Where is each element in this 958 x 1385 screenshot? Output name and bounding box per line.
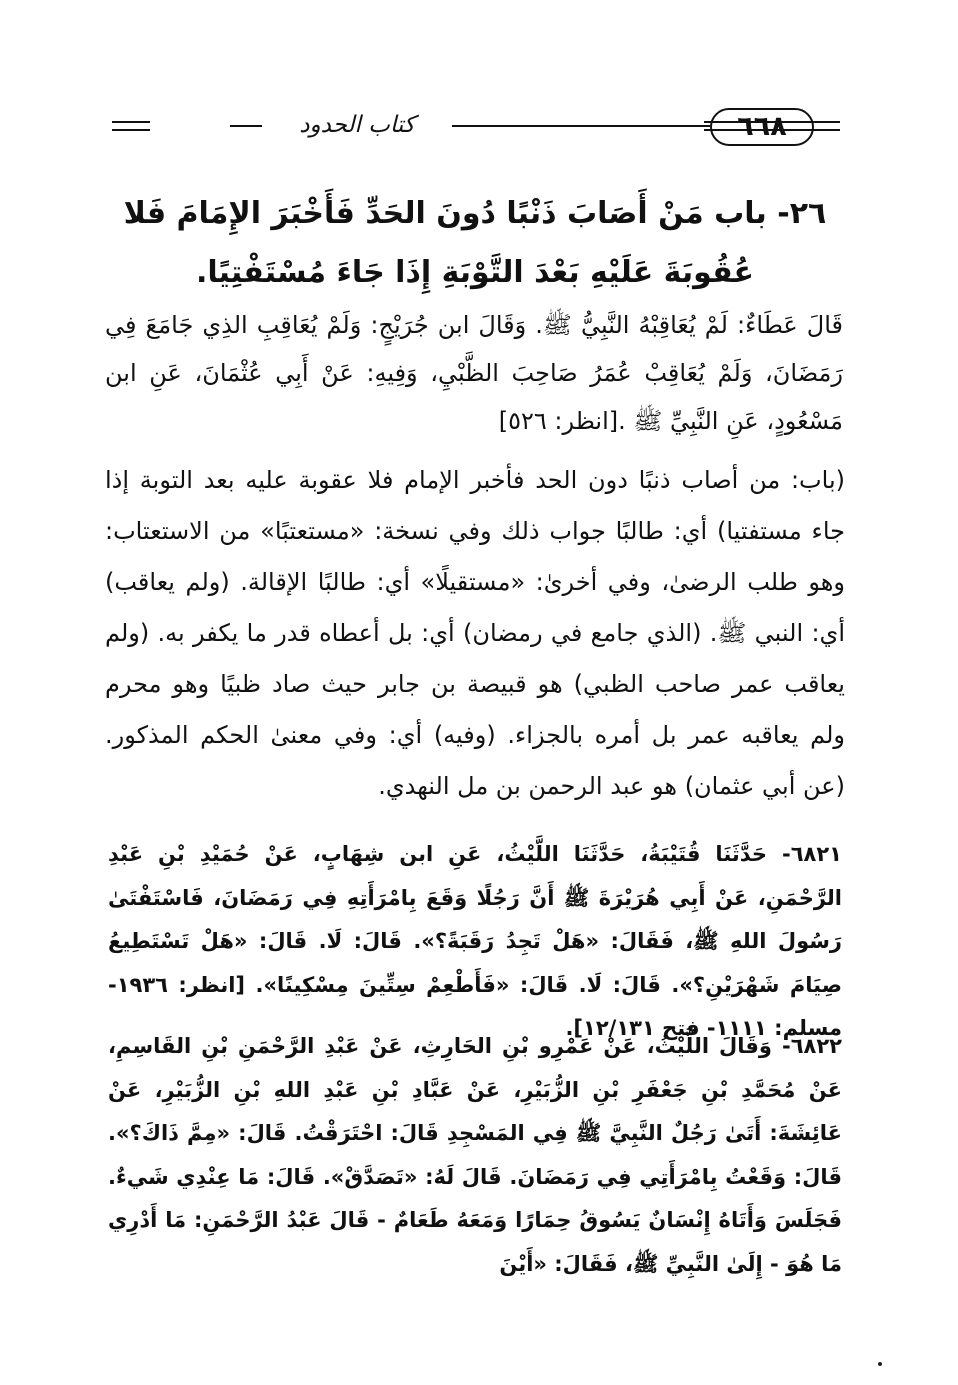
- hadith-6822: ٦٨٢٢- وَقَالَ اللَّيْثُ، عَنْ عَمْرِو بْنِ الحَارِثِ، عَنْ عَبْدِ الرَّحْمَنِ بْنِ القَاسِمِ، عَنْ مُحَمَّدِ بْنِ جَعْفَرِ بْنِ الزُّبَيْرِ، عَنْ عَبَّادِ بْنِ عَبْدِ اللهِ بْنِ الزُّبَيْرِ، عَنْ عَائِشَةَ: أَتَىٰ رَجُلٌ النَّبِيَّ ﷺ فِي المَسْجِدِ قَالَ: احْتَرَقْتُ. قَالَ: «مِمَّ ذَاكَ؟». قَالَ: وَقَعْتُ بِامْرَأَتِي فِي رَمَضَانَ. قَالَ لَهُ: «تَصَدَّقْ». قَالَ: مَا عِنْدِي شَيءٌ. فَجَلَسَ وَأَتَاهُ إِنْسَانٌ يَسُوقُ حِمَارًا وَمَعَهُ طَعَامٌ - قَالَ عَبْدُ الرَّحْمَنِ: مَا أَدْرِي مَا هُوَ - إِلَىٰ النَّبِيِّ ﷺ، فَقَالَ: «أَيْنَ: [108, 1034, 842, 1276]
- hadith-6821: ٦٨٢١- حَدَّثَنَا قُتَيْبَةُ، حَدَّثَنَا اللَّيْثُ، عَنِ ابن شِهَابٍ، عَنْ حُمَيْدِ بْنِ عَبْدِ الرَّحْمَنِ، عَنْ أَبِي هُرَيْرَةَ ﷺ أَنَّ رَجُلًا وَقَعَ بِامْرَأَتِهِ فِي رَمَضَانَ، فَاسْتَفْتَىٰ رَسُولَ اللهِ ﷺ، فَقَالَ: «هَلْ تَجِدُ رَقَبَةً؟». قَالَ: لَا. قَالَ: «هَلْ تَسْتَطِيعُ صِيَامَ شَهْرَيْنِ؟». قَالَ: لَا. قَالَ: «فَأَطْعِمْ سِتِّينَ مِسْكِينًا». [انظر: ١٩٣٦- مسلم: ١١١١- فتح ١٢/١٣١].: [108, 842, 842, 1040]
- page-number: ٦٦٨: [710, 108, 814, 146]
- bukhari-text: قَالَ عَطَاءٌ: لَمْ يُعَاقِبْهُ النَّبِيُّ ﷺ. وَقَالَ ابن جُرَيْجٍ: وَلَمْ يُعَاقِبِ الذِي جَامَعَ فِي رَمَضَانَ، وَلَمْ يُعَاقِبْ عُمَرُ صَاحِبَ الظَّبْيِ، وَفِيهِ: عَنْ أَبِي عُثْمَانَ، عَنِ ابن مَسْعُودٍ، عَنِ النَّبِيِّ ﷺ .[انظر: ٥٢٦]: [105, 311, 843, 435]
- page-mark: [878, 1362, 882, 1366]
- header-rule-left: [112, 121, 150, 123]
- header-rule-left: [112, 129, 150, 131]
- chapter-heading: ٢٦- باب مَنْ أَصَابَ ذَنْبًا دُونَ الحَدِّ فَأَخْبَرَ الإِمَامَ فَلا عُقُوبَةَ عَلَيْهِ بَعْدَ التَّوْبَةِ إِذَا جَاءَ مُسْتَفْتِيًا.: [123, 196, 827, 290]
- page-header: [112, 102, 840, 152]
- book-title: كتاب الحدود: [262, 112, 452, 138]
- commentary-paragraph: (باب: من أصاب ذنبًا دون الحد فأخبر الإمام فلا عقوبة عليه بعد التوبة إذا جاء مستفتيا) أي: طالبًا جواب ذلك وفي نسخة: «مستعتبًا» من الاستعتاب: وهو طلب الرضىٰ، وفي أخرىٰ: «مستقيلًا» أي: طالبًا الإقالة. (ولم يعاقب) أي: النبي ﷺ. (الذي جامع في رمضان) أي: بل أعطاه قدر ما يكفر به. (ولم يعاقب عمر صاحب الظبي) هو قبيصة بن جابر حيث صاد ظبيًا وهو محرم ولم يعاقبه عمر بل أمره بالجزاء. (وفيه) أي: وفي معنىٰ الحكم المذكور. (عن أبي عثمان) هو عبد الرحمن بن مل النهدي.: [105, 466, 845, 800]
